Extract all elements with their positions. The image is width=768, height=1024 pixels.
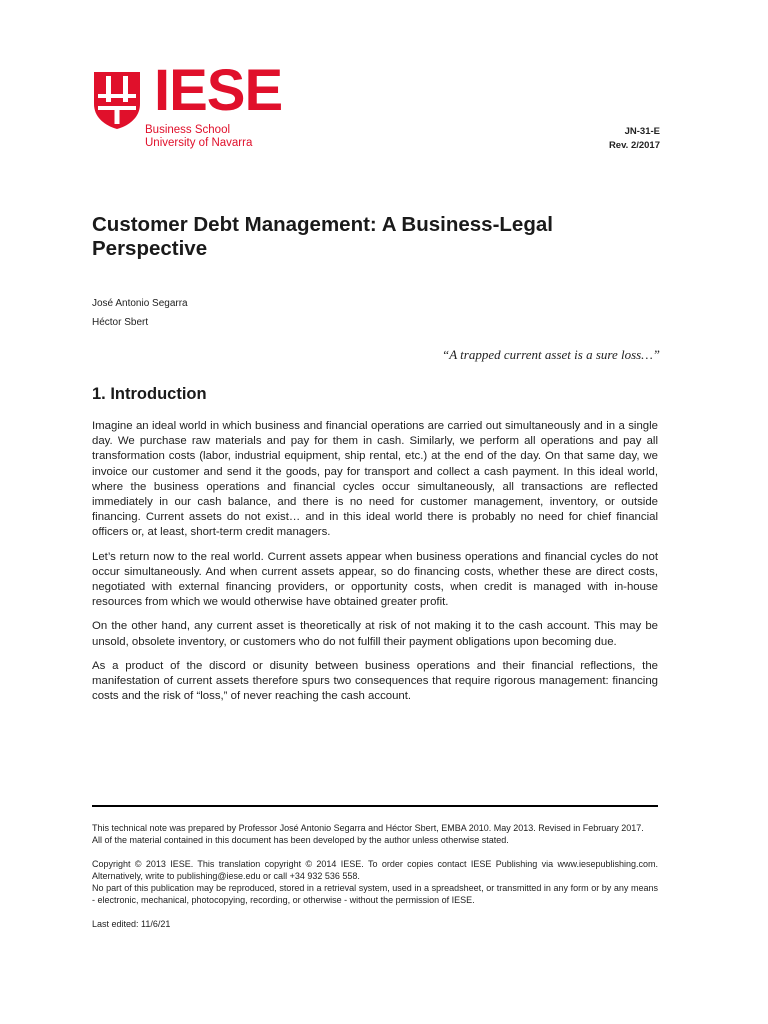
author-name: Héctor Sbert <box>92 317 149 328</box>
footnote-divider <box>92 805 658 807</box>
epigraph-quote: “A trapped current asset is a sure loss…” <box>441 347 660 362</box>
author-name: José Antonio Segarra <box>92 298 188 309</box>
iese-shield-icon <box>92 70 142 130</box>
document-reference <box>609 125 660 153</box>
logo-wordmark: IESE <box>154 58 283 123</box>
iese-logo <box>92 58 283 152</box>
section-body <box>92 419 658 713</box>
body-paragraph: On the other hand, any current asset is theoretically at risk of not making it to the cash account. This may be unsold, obsolete inventory, or customers who do not fulfill their payment obligations upon becoming due. <box>92 620 658 648</box>
author-list <box>92 294 188 332</box>
footnote-authorship: All of the material contained in this document has been developed by the author unless otherwise stated. <box>92 835 509 846</box>
footnote-rights: No part of this publication may be reproduced, stored in a retrieval system, used in a spreadsheet, or transmitted in any form or by any means - electronic, mechanical, photocopying, recording, or otherwise - without the permission of IESE. <box>92 883 658 906</box>
logo-subtitle-university: University of Navarra <box>145 137 253 149</box>
document-code: JN-31-E <box>624 126 660 137</box>
body-paragraph: Let’s return now to the real world. Current assets appear when business operations and financial cycles do not occur simultaneously. And when current assets appear, so do financing costs, whether these are direct costs, negotiated with external financing providers, or opportunity costs, when credit is managed with in-house resources from which we would otherwise have obtained greater profit. <box>92 550 658 609</box>
footnote-prepared: This technical note was prepared by Professor José Antonio Segarra and Héctor Sbert, EMBA 2010. May 2013. Revised in February 2017. <box>92 823 644 833</box>
document-revision: Rev. 2/2017 <box>608 140 660 151</box>
footnote-last-edited: Last edited: 11/6/21 <box>92 918 171 929</box>
body-paragraph: As a product of the discord or disunity between business operations and their financial reflections, the manifestation of current assets therefore spurs two consequences that require rigorous management: financing costs and the risk of “loss,” of never reaching the cash account. <box>92 659 658 703</box>
footnote-copyright: Copyright © 2013 IESE. This translation copyright © 2014 IESE. To order copies contact IESE Publishing via www.iesepublishing.com. Alternatively, write to publishing@iese.edu or call +34 932 536 558. <box>92 858 658 881</box>
body-paragraph: Imagine an ideal world in which business and financial operations are carried out simultaneously and in a single day. We purchase raw materials and pay for them in cash. Similarly, we perform all operations and pay all transformation costs (labor, industrial equipment, ship rental, etc.) at the end of the day. On that same day, we invoice our customer and send it the goods, pay for transport and collect a cash payment. In this ideal world, where the business operations and financial cycles occur simultaneously, all transactions are reflected immediately in our cash balance, and there is no need for customer management, inventory, or outside financing. Current assets do not exist… and in this ideal world there is probably no need for chief financial officers or, at least, short-term credit managers. <box>92 420 658 539</box>
document-title: Customer Debt Management: A Business-Legal Perspective <box>92 213 553 260</box>
logo-subtitle-school: Business School <box>145 124 231 136</box>
section-heading: 1. Introduction <box>92 385 207 403</box>
footnotes <box>92 822 658 930</box>
